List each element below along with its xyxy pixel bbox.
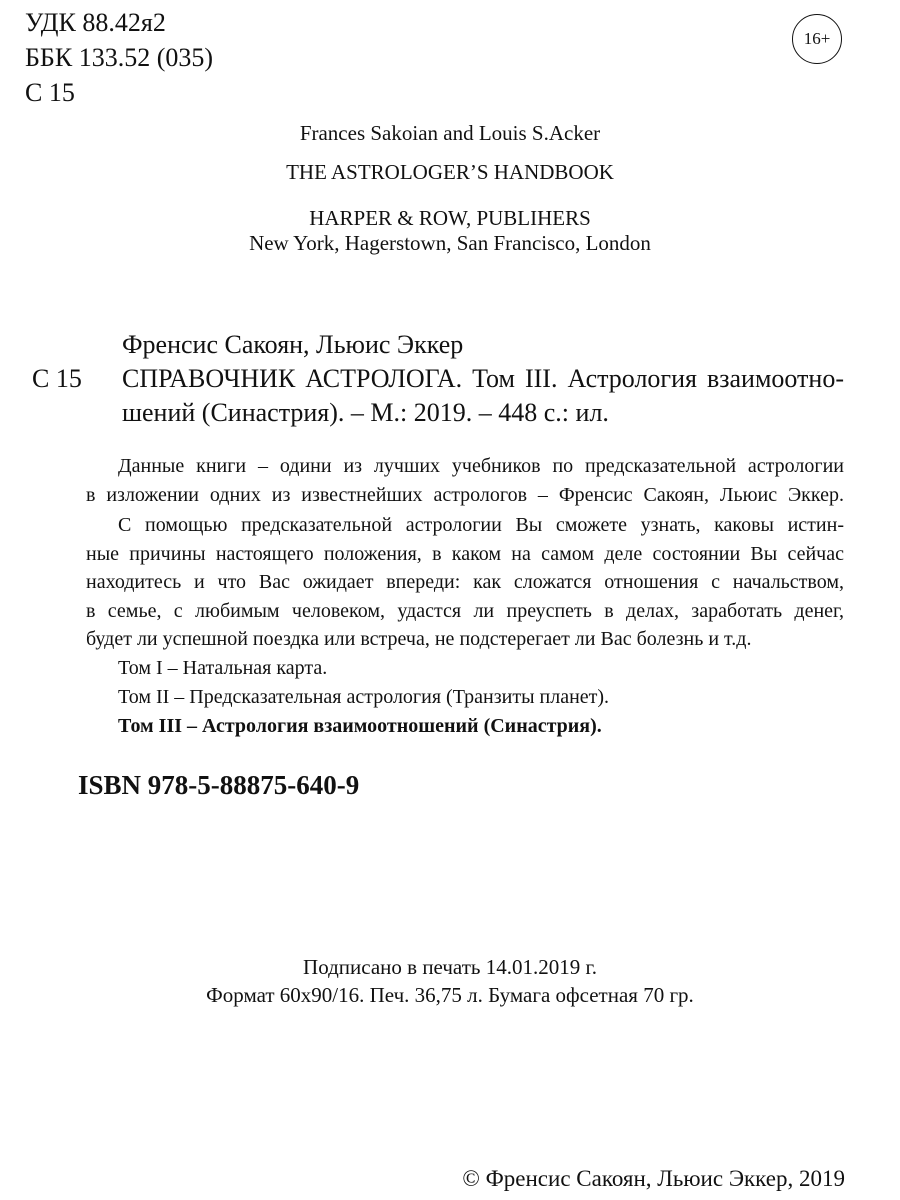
original-cities: New York, Hagerstown, San Francisco, London — [249, 231, 651, 255]
imprint-signed: Подписано в печать 14.01.2019 г. — [303, 955, 597, 979]
annotation-volume-3: Том III – Астрология взаимоотношений (Синастрия). — [118, 715, 602, 737]
original-title: THE ASTROLOGER’S HANDBOOK — [286, 160, 614, 184]
isbn: ISBN 978-5-88875-640-9 — [78, 770, 360, 800]
udk-code: УДК 88.42я2 — [25, 8, 166, 37]
annotation-p2-line3: находитесь и что Вас ожидает впереди: как сложатся отношения с начальством, — [86, 571, 844, 593]
annotation-volume-2: Том II – Предсказательная астрология (Транзиты планет). — [118, 686, 610, 708]
author-mark: С 15 — [25, 78, 75, 107]
annotation-p1-line2: в изложении одних из известнейших астрологов – Френсис Сакоян, Льюис Эккер. — [86, 484, 844, 506]
original-publisher: HARPER & ROW, PUBLIHERS — [309, 206, 591, 230]
copyright: © Френсис Сакоян, Льюис Эккер, 2019 — [462, 1166, 845, 1191]
bib-mark: С 15 — [32, 364, 82, 393]
annotation-p2-line1: С помощью предсказательной астрологии Вы сможете узнать, каковы истин- — [118, 514, 844, 536]
bbk-code: ББК 133.52 (035) — [25, 43, 214, 72]
original-authors: Frances Sakoian and Louis S.Acker — [299, 121, 601, 145]
annotation-p2-line4: в семье, с любимым человеком, удастся ли преуспеть в делах, заработать денег, — [86, 600, 844, 622]
imprint-format: Формат 60х90/16. Печ. 36,75 л. Бумага офсетная 70 гр. — [206, 983, 694, 1007]
annotation-volume-1: Том I – Натальная карта. — [118, 657, 328, 679]
bib-title-line2: шений (Синастрия). – М.: 2019. – 448 с.: ил. — [122, 398, 609, 427]
bib-title-line1: СПРАВОЧНИК АСТРОЛОГА. Том III. Астрология взаимоотно- — [122, 364, 844, 393]
bib-authors: Френсис Сакоян, Льюис Эккер — [122, 330, 464, 359]
age-rating-badge: 16+ — [792, 14, 842, 64]
annotation-p2-line5: будет ли успешной поездка или встреча, не подстерегает ли Вас болезнь и т.д. — [86, 628, 752, 650]
annotation-p2-line2: ные причины настоящего положения, в каком на самом деле состоянии Вы сейчас — [86, 543, 844, 565]
annotation-p1-line1: Данные книги – одини из лучших учебников по предсказательной астрологии — [118, 455, 844, 477]
